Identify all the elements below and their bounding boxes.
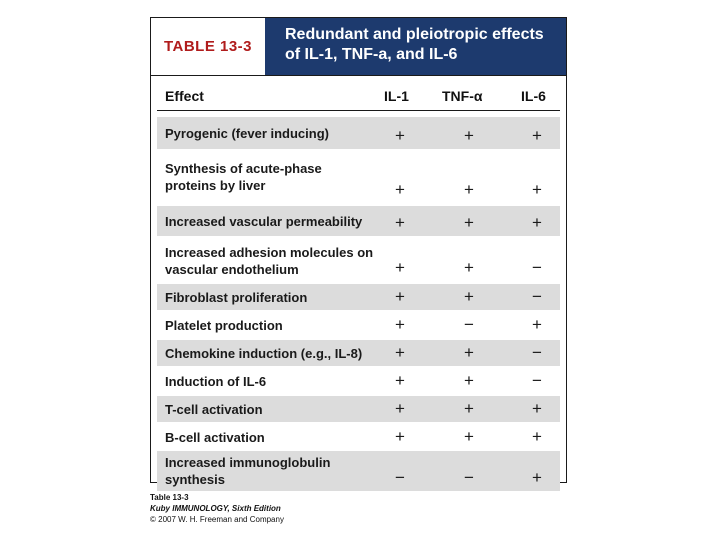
tnf-value: − [464,468,474,487]
il6-value: + [532,315,542,334]
effect-label: Platelet production [165,317,283,333]
il1-value: + [395,427,405,446]
table-row [157,151,560,203]
table-row [157,451,560,491]
tnf-value: − [464,315,474,334]
effect-label: Increased adhesion molecules on vascular endothelium [165,244,374,277]
table-row [157,284,560,310]
il6-value: + [532,213,542,232]
il1-value: − [395,468,405,487]
effect-label: Fibroblast proliferation [165,289,308,305]
effect-label: Chemokine induction (e.g., IL-8) [165,345,363,361]
table-row [157,424,560,450]
effect-label: Pyrogenic (fever inducing) [165,125,329,141]
column-header-effect: Effect [165,88,204,104]
tnf-value: + [464,399,474,418]
table-title [265,18,566,75]
il1-value: + [395,315,405,334]
il1-value: + [395,371,405,390]
column-header-il1: IL-1 [384,88,409,104]
table-row [157,117,560,149]
tnf-value: + [464,126,474,145]
tnf-value: + [464,427,474,446]
effect-label: B-cell activation [165,429,265,445]
il6-value: − [532,258,542,277]
il6-value: + [532,180,542,199]
il1-value: + [395,287,405,306]
il6-value: + [532,468,542,487]
column-header-il6: IL-6 [521,88,546,104]
figure-caption [150,492,284,525]
il1-value: + [395,399,405,418]
il6-value: + [532,399,542,418]
tnf-value: + [464,287,474,306]
table-row [157,340,560,366]
effect-label: T-cell activation [165,401,263,417]
table-row [157,312,560,338]
column-header-row [151,84,566,110]
il1-value: + [395,126,405,145]
table-title-line2: of IL-1, TNF-a, and IL-6 [285,46,458,63]
table-row [157,396,560,422]
table-row [157,240,560,281]
table-row [157,368,560,394]
table-frame [150,17,567,487]
effect-label: Induction of IL-6 [165,373,267,389]
column-header-tnf: TNF-α [442,88,483,104]
il6-value: − [532,371,542,390]
il1-value: + [395,180,405,199]
table-header [151,18,566,76]
caption-book-title: Kuby IMMUNOLOGY, Sixth Edition [150,504,281,513]
table-number: TABLE 13-3 [151,18,265,75]
il1-value: + [395,343,405,362]
header-divider [157,110,560,111]
tnf-value: + [464,371,474,390]
il1-value: + [395,213,405,232]
il6-value: − [532,343,542,362]
il6-value: − [532,287,542,306]
caption-copyright: © 2007 W. H. Freeman and Company [150,515,284,524]
caption-table-number: Table 13-3 [150,493,189,502]
table-title-line1: Redundant and pleiotropic effects [285,26,544,43]
table-row [157,206,560,236]
il1-value: + [395,258,405,277]
effect-label: Increased vascular permeability [165,213,363,229]
il6-value: + [532,427,542,446]
effect-label: Synthesis of acute-phase proteins by liver [165,161,322,193]
tnf-value: + [464,213,474,232]
tnf-value: + [464,343,474,362]
tnf-value: + [464,180,474,199]
effect-label: Increased immunoglobulin synthesis [165,455,331,487]
tnf-value: + [464,258,474,277]
il6-value: + [532,126,542,145]
